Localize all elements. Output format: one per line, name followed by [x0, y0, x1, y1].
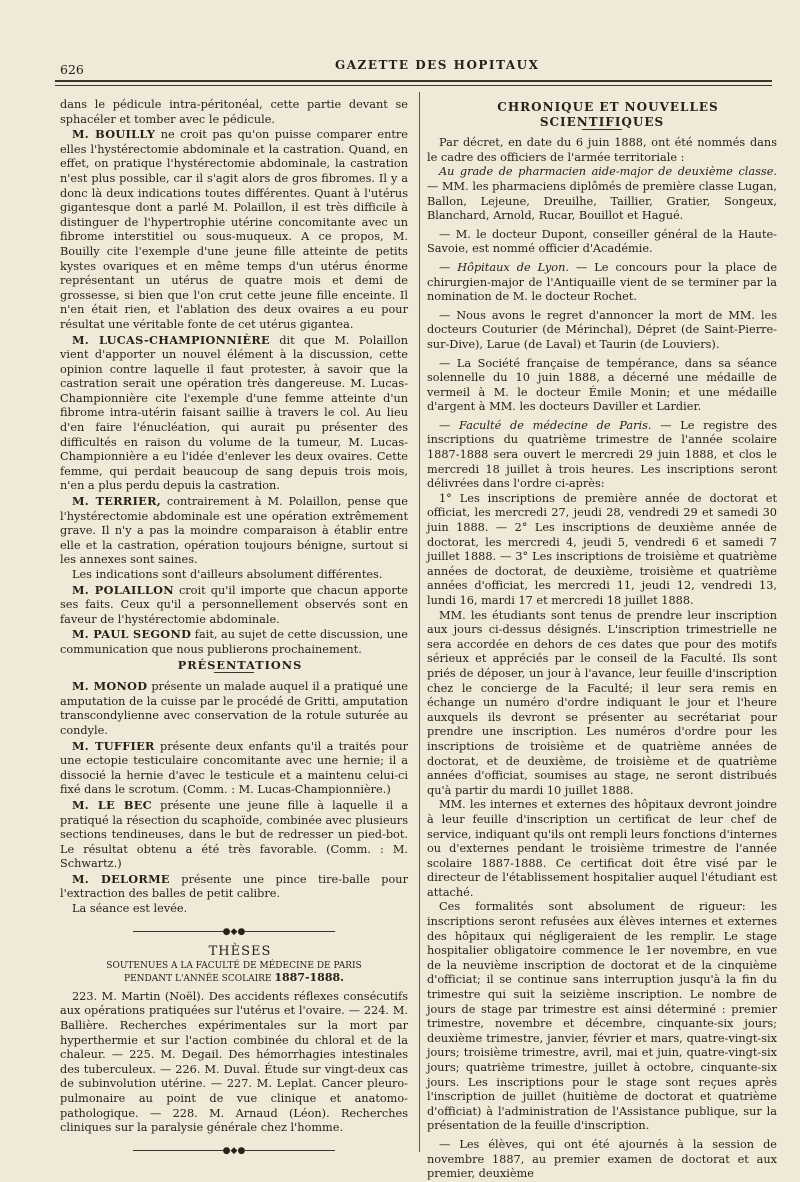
paragraph-text: présente une pince tire-balle pour l'extraction des balles de petit calibre. [60, 872, 408, 901]
section-heading-chronique: CHRONIQUE ET NOUVELLES SCIENTIFIQUES [497, 100, 719, 129]
paragraph-monod [60, 679, 408, 738]
paragraph-lyon: — Hôpitaux de Lyon. — Le concours pour la place de chirurgien-major de l'Antiquaille vient de se terminer par la nomination de M. le docteur Rochet. [427, 260, 777, 304]
paragraph-terrier [60, 494, 408, 568]
speaker-name: M. DELORME [72, 871, 170, 886]
paragraph-text: contrairement à M. Polaillon, pense que l'hystérectomie abdominale est une opération extrêmement grave. Il n'y a pas la moindre comparaison à établir entre elle et la castration, opération toujours bénigne, surtout si les annexes sont saines. [60, 495, 408, 567]
paragraph-pharmaciens: Au grade de pharmacien aide-major de deuxième classe. — MM. les pharmaciens diplômés de première classe Lugan, Ballon, Lejeune, Dreuilhe, Taillier, Gratier, Songeux, Blanchard, Arnold, Rucar, Bouillot et Hagué. [427, 165, 777, 223]
page-number: 626 [60, 62, 84, 77]
paragraph-text: dit que M. Polaillon vient d'apporter un nouvel élément à la discussion, cette opinion contre laquelle il faut protester, à savoir que la castration serait une opération très dangereuse. M. Lucas-Championnière cite l'exemple d'une femme atteinte d'un fibrome intra-utérin faisant saillie à travers le col. Au lieu d'en faire l'énucléation, qui aurait pu présenter des difficultés en raison du volume de la tumeur, M. Lucas-Championnière a eu l'idée d'enlever les deux ovaires. Cette femme, qui perdait beaucoup de sang depuis trois mois, n'en a plus perdu depuis la castration. [60, 333, 408, 493]
italic-lead: Faculté de médecine de Paris. [459, 418, 652, 432]
paragraph-text: ne croit pas qu'on puisse comparer entre elles l'hystérectomie abdominale et la castration. Quand, en effet, on pratique l'hystérectomie abdominale, la castration n'est plus possible, car il s'agit alors de gros fibromes. Il y a donc là deux indications toutes différentes. Quant à l'utérus gigantesque dont a parlé M. Polaillon, il est très difficile à distinguer de l'hypertrophie utérine concomitante avec un fibrome interstitiel ou sous-muqueux. A ce propos, M. Bouilly cite l'exemple d'une jeune fille atteinte de petits kystes ovariques et en même temps d'un utérus énorme représentant un utérus de quatre mois et demi de grossesse, si bien que l'on crut cette jeune fille enceinte. Il n'en était rien, et l'ablation des deux ovaires a eu pour résultat une véritable fonte de cet utérus gigantea. [60, 128, 408, 331]
header-rule-thin [55, 85, 772, 86]
paragraph-seance: La séance est levée. [72, 902, 188, 916]
paragraph-text: présente deux enfants qu'il a traités pour une ectopie testiculaire concomitante avec une hernie; il a dissocié la hernie d'avec le testicule et a maintenu celui-ci fixé dans le scrotum. (Comm. : M. Lucas-Championnière.) [60, 739, 408, 797]
theses-subtitle-line2: PENDANT L'ANNÉE SCOLAIRE 1887-1888. [124, 971, 344, 985]
section-heading-theses: THÈSES [208, 944, 272, 960]
paragraph-text: présente une jeune fille à laquelle il a pratiqué la résection du scaphoïde, combinée avec plusieurs sections tendineuses, dans le but de redresser un pied-bot. Le résultat obtenu a été très favorable. (Comm. : M. Schwartz.) [60, 798, 408, 871]
paragraph-delorme [60, 872, 408, 902]
paragraph-faculte: — Faculté de médecine de Paris. — Le registre des inscriptions du quatrième trimestre de l'année scolaire 1887-1888 sera ouvert le mercredi 29 juin 1888, et clos le mercredi 18 juillet à trois heures. Les inscriptions seront délivrées dans l'ordre ci-après: [427, 418, 777, 491]
theses-list: 223. M. Martin (Noël). Des accidents réflexes consécutifs aux opérations pratiquées sur l'utérus et l'ovaire. — 224. M. Ballière. Recherches expérimentales sur la mort par hyperthermie et sur l'action combinée du chloral et de la chaleur. — 225. M. Degail. Des hémorrhagies intestinales des tuberculeux. — 226. M. Duval. Étude sur vingt-deux cas de subinvolution utérine. — 227. M. Leplat. Cancer pleuro-pulmonaire au point de vue clinique et anatomo-pathologique. — 228. M. Arnaud (Léon). Recherches cliniques sur la paralysie générale chez l'homme. [60, 989, 408, 1135]
ornament-divider: ●◆● [60, 925, 408, 940]
left-column [60, 98, 408, 1164]
paragraph-lucas [60, 333, 408, 495]
speaker-name: M. TUFFIER [72, 738, 155, 753]
paragraph-text: présente un malade auquel il a pratiqué une amputation de la cuisse par le procédé de Gritti, amputation transcondylienne avec conservation de la rotule suturée au condyle. [60, 680, 408, 737]
section-heading-presentations: PRÉSENTATIONS [177, 657, 303, 672]
paragraph: Ces formalités sont absolument de rigueur: les inscriptions seront refusées aux élèves internes et externes des hôpitaux qui négligeraient de les remplir. Le stage hospitalier obligatoire commence le 1er novembre, en vue de la neuvième inscription de doctorat et de la cinquième d'officiat; il se continue sans interruption jusqu'à la fin du trimestre qui suit la seizième inscription. Le nombre de jours de stage par trimestre est ainsi déterminé : premier trimestre, novembre et décembre, cinquante-six jours; deuxième trimestre, janvier, février et mars, quatre-vingt-six jours; troisième trimestre, avril, mai et juin, quatre-vingt-six jours; quatrième trimestre, juillet à octobre, cinquante-six jours. Les inscriptions pour le stage sont reçues après l'inscription de juillet (huitième de doctorat et quatrième d'officiat) à l'administration de l'Assistance publique, sur la présentation de la feuille d'inscription. [427, 900, 777, 1133]
speaker-name: M. MONOD [72, 679, 148, 694]
speaker-name: M. TERRIER, [72, 494, 161, 509]
paragraph-text: fait, au sujet de cette discussion, une communication que nous publierons prochainement. [60, 628, 408, 656]
ornament-divider-end: ●◆● [60, 1144, 408, 1159]
speaker-name: M. LUCAS-CHAMPIONNIÈRE [72, 332, 270, 347]
paragraph-tuffier [60, 739, 408, 798]
paragraph: — M. le docteur Dupont, conseiller général de la Haute-Savoie, est nommé officier d'Académie. [427, 227, 777, 256]
paragraph: MM. les internes et externes des hôpitaux devront joindre à leur feuille d'inscription un certificat de leur chef de service, indiquant qu'ils ont rempli leurs fonctions d'internes ou d'externes pendant le troisième trimestre de l'année scolaire 1887-1888. Ce certificat doit être visé par le directeur de l'établissement hospitalier auquel l'étudiant est attaché. [427, 798, 777, 899]
paragraph: — Les élèves, qui ont été ajournés à la session de novembre 1887, au premier examen de doctorat et aux premier, deuxième [427, 1137, 777, 1181]
section-rule [582, 129, 622, 130]
italic-lead: Hôpitaux de Lyon. [457, 260, 569, 274]
paragraph: Les indications sont d'ailleurs absolument différentes. [72, 568, 383, 581]
paragraph-segond [60, 627, 408, 657]
speaker-name: M. LE BEC [72, 797, 152, 812]
paragraph-polaillon [60, 583, 408, 628]
speaker-name: M. BOUILLY [72, 127, 156, 142]
paragraph: MM. les étudiants sont tenus de prendre leur inscription aux jours ci-dessus désignés. L'inscription trimestrielle ne sera accordée en dehors de ces dates que pour des motifs sérieux et appréciés par le conseil de la Faculté. Ils sont priés de déposer, un jour à l'avance, leur feuille d'inscription chez le concierge de la Faculté; il leur sera remis en échange un numéro d'ordre indiquant le jour et l'heure auxquels ils devront se présenter au secrétariat pour prendre une inscription. Les numéros d'ordre pour les inscriptions de troisième et de quatrième années de doctorat, et de deuxième, de troisième et de quatrième années d'officiat, soumises au stage, ne seront distribués qu'à partir du mardi 10 juillet 1888. [427, 608, 777, 797]
header-rule [55, 80, 772, 82]
paragraph: — Nous avons le regret d'annoncer la mort de MM. les docteurs Couturier (de Mérinchal), Dépret (de Saint-Pierre-sur-Dive), Larue (de Laval) et Taurin (de Louviers). [427, 308, 777, 351]
theses-year: 1887-1888. [274, 971, 344, 985]
speaker-name: M. POLAILLON [72, 582, 174, 597]
paragraph-bouilly [60, 127, 408, 332]
theses-subtitle-line1: SOUTENUES A LA FACULTÉ DE MÉDECINE DE PARIS [106, 960, 362, 971]
paragraph: Par décret, en date du 6 juin 1888, ont été nommés dans le cadre des officiers de l'armée territoriale : [427, 136, 777, 164]
section-rule [214, 672, 254, 673]
theses-subtitle [60, 960, 408, 986]
italic-lead: Au grade de pharmacien aide-major de deuxième classe. [439, 165, 777, 179]
paragraph: — La Société française de tempérance, dans sa séance solennelle du 10 juin 1888, a décerné une médaille de vermeil à M. le docteur Émile Monin; et une médaille d'argent à MM. les docteurs Daviller et Lardier. [427, 356, 777, 414]
column-divider [419, 92, 420, 1152]
running-head: GAZETTE DES HOPITAUX [335, 58, 540, 72]
paragraph: dans le pédicule intra-péritonéal, cette partie devant se sphacéler et tomber avec le pédicule. [60, 98, 408, 126]
paragraph: 1° Les inscriptions de première année de doctorat et officiat, les mercredi 27, jeudi 28, vendredi 29 et samedi 30 juin 1888. — 2° Les inscriptions de deuxième année de doctorat, les mercredi 4, jeudi 5, vendredi 6 et samedi 7 juillet 1888. — 3° Les inscriptions de troisième et quatrième années de doctorat, de deuxième, troisième et quatrième années d'officiat, les mercredi 11, jeudi 12, vendredi 13, lundi 16, mardi 17 et mercredi 18 juillet 1888. [427, 491, 777, 607]
right-column [427, 98, 777, 1182]
paragraph-lebec [60, 798, 408, 872]
speaker-name: M. PAUL SEGOND [72, 627, 192, 642]
paragraph-text: croit qu'il importe que chacun apporte ses faits. Ceux qu'il a personnellement observés sont en faveur de l'hystérectomie abdominale. [60, 583, 408, 626]
